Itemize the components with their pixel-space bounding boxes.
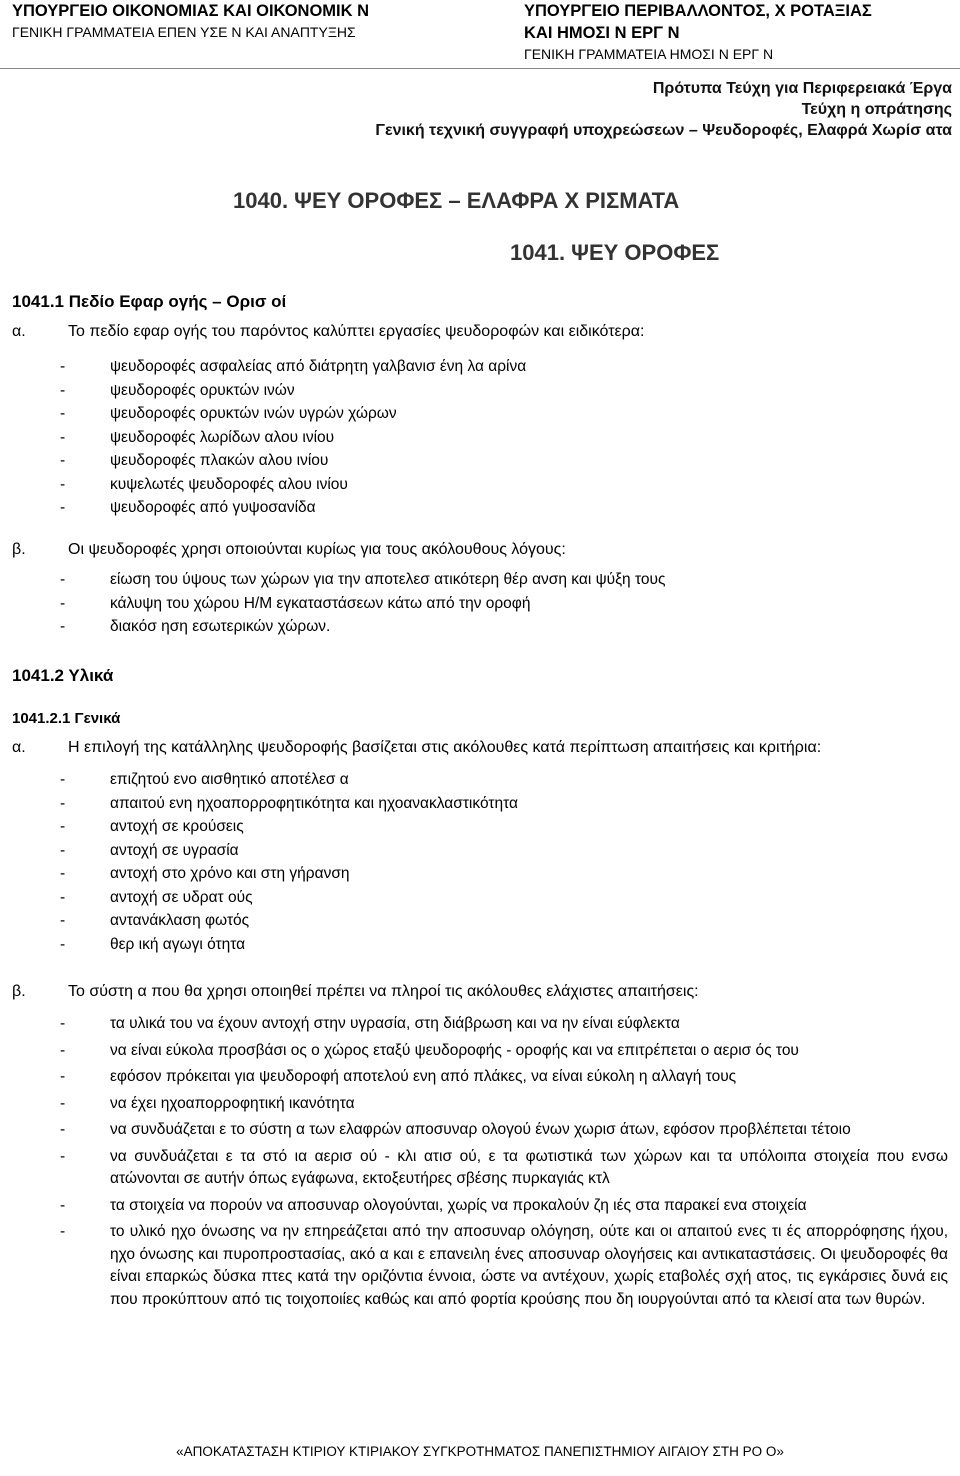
list-item-text: να έχει ηχοαπορροφητική ικανότητα [110,1094,355,1112]
list-dash: - [60,1015,66,1032]
list-dash: - [60,841,66,859]
list-item [60,568,948,592]
list-dash: - [60,381,66,399]
list-item [60,839,948,863]
list-item [60,426,948,450]
list-dash: - [60,1041,66,1059]
list-item [60,909,948,933]
list-item [60,933,948,957]
list-item [60,1146,948,1191]
page-footer: «ΑΠΟΚΑΤΑΣΤΑΣΗ ΚΤΙΡΙΟΥ ΚΤΙΡΙΑΚΟΥ ΣΥΓΚΡΟΤΗΜΑΤΟΣ ΠΑΝΕΠΙΣΤΗΜΙΟΥ ΑΙΓΑΙΟΥ ΣΤΗ ΡΟ Ο» [176,1444,784,1459]
list-item [60,1119,948,1142]
list-item-text: θερ ική αγωγι ότητα [110,935,246,953]
list-dash: - [60,1223,66,1240]
list-item [60,1221,948,1311]
list-item [60,355,948,379]
list-dash: - [60,428,66,446]
ceiling-reasons-list [60,568,948,639]
doc-subject: Γενική τεχνική συγγραφή υποχρεώσεων – Ψευδοροφές, Ελαφρά Χωρίσ ατα [375,122,952,139]
list-item [60,792,948,816]
list-item [60,402,948,426]
list-dash: - [60,794,66,812]
list-dash: - [60,594,66,612]
list-item-text: είωση του ύψους των χώρων για την αποτελεσ ατικότερη θέρ ανση και ψύξη τους [110,571,666,588]
ministry-environment-title-cont: ΚΑΙ ΗΜΟΣΙ Ν ΕΡΓ Ν [524,24,680,42]
paragraph-text: Οι ψευδοροφές χρησι οποιούνται κυρίως για τους ακόλουθους λόγους: [68,541,566,558]
list-item-text: το υλικό ηχο όνωσης να ην επηρεάζεται από την αποσυναρ ολόγηση, ούτε και οι απαιτού ενες τι ές απορρόφησης ήχου, ηχο όνωσης και πυροπροστασίας, ακό α και ε επανειλη ένες αποσυναρ ολογήσεις και αντικαταστάσεις. Οι ψευδοροφές θα είναι επαρκώς δύσκα πτες κατά την οριζόντια έννοια, ώστε να αντέχουν, χωρίς εταβολές σχή ατος, τις εγκάρσιες δυνά εις που προκύπτουν από τις τοιχοποιίες καθώς και από φορτία κρούσης που δη ιουργούνται από τα κλεισί ατα των θυρών. [110,1223,948,1308]
list-item-text: ψευδοροφές ορυκτών ινών υγρών χώρων [110,405,397,422]
subsection-heading-materials: 1041.2 Υλικά [12,666,114,685]
ministry-economy-title: ΥΠΟΥΡΓΕΙΟ ΟΙΚΟΝΟΜΙΑΣ ΚΑΙ ΟΙΚΟΝΟΜΙΚ Ν [12,2,370,20]
list-dash: - [60,865,66,882]
list-item [60,862,948,886]
list-dash: - [60,912,66,929]
list-item-text: αντοχή στο χρόνο και στη γήρανση [110,865,350,882]
list-item-text: αντοχή σε κρούσεις [110,818,244,835]
list-item [60,1013,948,1036]
list-dash: - [60,888,66,906]
list-item-text: τα υλικά του να έχουν αντοχή στην υγρασία, στη διάβρωση και να ην είναι εύφλεκτα [110,1015,680,1032]
doc-volume: Τεύχη η οπράτησης [801,101,952,118]
list-dash: - [60,475,66,493]
list-item-text: ψευδοροφές ορυκτών ινών [110,381,295,399]
list-dash: - [60,1068,66,1085]
list-item [60,815,948,839]
list-item [60,1093,948,1116]
list-item [60,473,948,497]
system-requirements-list [60,1013,948,1315]
header-left [12,0,512,42]
list-dash: - [60,452,66,469]
list-item [60,615,948,639]
document-info [375,78,952,141]
general-secretariat-public-works: ΓΕΝΙΚΗ ΓΡΑΜΜΑΤΕΙΑ ΗΜΟΣΙ Ν ΕΡΓ Ν [524,46,774,62]
list-item [60,768,948,792]
paragraph-marker: β. [12,983,26,1000]
list-item-text: τα στοιχεία να πορούν να αποσυναρ ολογούνται, χωρίς να προκαλούν ζη ιές στα παρακεί ενα στοιχεία [110,1196,807,1214]
list-item-text: επιζητού ενο αισθητικό αποτέλεσ α [110,771,349,788]
general-secretariat-investments: ΓΕΝΙΚΗ ΓΡΑΜΜΑΤΕΙΑ ΕΠΕΝ ΥΣΕ Ν ΚΑΙ ΑΝΑΠΤΥΞΗΣ [12,24,356,40]
list-item [60,1066,948,1089]
list-item [60,496,948,520]
list-item-text: διακόσ ηση εσωτερικών χώρων. [110,618,331,635]
list-item-text: κάλυψη του χώρου Η/Μ εγκαταστάσεων κάτω από την οροφή [110,594,531,612]
page-header [0,0,960,74]
paragraph-text: Το σύστη α που θα χρησι οποιηθεί πρέπει να πληροί τις ακόλουθες ελάχιστες απαιτήσεις: [68,983,699,1000]
paragraph-text: Η επιλογή της κατάλληλης ψευδοροφής βασίζεται στις ακόλουθες κατά περίπτωση απαιτήσεις και κριτήρια: [68,739,822,756]
list-item-text: ψευδοροφές λωρίδων αλου ινίου [110,428,335,446]
chapter-title: 1040. ΨΕΥ ΟΡΟΦΕΣ – ΕΛΑΦΡΑ Χ ΡΙΣΜΑΤΑ [233,188,680,213]
list-item [60,592,948,616]
list-item [60,1195,948,1218]
list-item-text: αντοχή σε υγρασία [110,841,239,859]
list-item [60,1040,948,1063]
subsection-heading-scope: 1041.1 Πεδίο Εφαρ ογής – Ορισ οί [12,292,287,311]
list-item-text: ψευδοροφές ασφαλείας από διάτρητη γαλβανισ ένη λα αρίνα [110,358,527,375]
list-item-text: ψευδοροφές από γυψοσανίδα [110,499,316,516]
paragraph-marker: α. [12,323,26,340]
header-divider [0,68,960,69]
list-dash: - [60,1121,66,1138]
ministry-environment-title: ΥΠΟΥΡΓΕΙΟ ΠΕΡΙΒΑΛΛΟΝΤΟΣ, Χ ΡΟΤΑΞΙΑΣ [524,2,872,20]
list-dash: - [60,935,66,953]
paragraph-marker: α. [12,739,26,756]
list-item-text: αντανάκλαση φωτός [110,912,250,929]
list-item-text: αντοχή σε υδρατ ούς [110,888,253,906]
selection-criteria-list [60,768,948,956]
paragraph-marker: β. [12,541,26,558]
list-dash: - [60,818,66,835]
paragraph-text: Το πεδίο εφαρ ογής του παρόντος καλύπτει εργασίες ψευδοροφών και ειδικότερα: [68,323,645,340]
list-item-text: να συνδυάζεται ε τα στό ια αερισ ού - κλι ατισ ού, ε τα φωτιστικά των χώρων και τα υπόλοιπα στοιχεία που ενσω ατώνονται σε αυτήν όπως εγάφωνα, εκτοξευτήρες σβέσης πυρκαγιάς κτλ [110,1147,948,1187]
list-dash: - [60,1147,66,1165]
list-item-text: εφόσον πρόκειται για ψευδοροφή αποτελού ενη από πλάκες, να είναι εύκολη η αλλαγή τους [110,1068,737,1085]
list-item-text: να συνδυάζεται ε το σύστη α των ελαφρών αποσυναρ ολογού ένων χωρισ άτων, εφόσον προβλέπεται τέτοιο [110,1121,851,1138]
list-dash: - [60,358,66,375]
list-dash: - [60,571,66,588]
list-item-text: απαιτού ενη ηχοαπορροφητικότητα και ηχοανακλαστικότητα [110,794,518,812]
list-dash: - [60,499,66,516]
list-item [60,449,948,473]
list-item-text: να είναι εύκολα προσβάσι ος ο χώρος εταξύ ψευδοροφής - οροφής και να επιτρέπεται ο αερισ ός του [110,1041,799,1059]
list-item-text: κυψελωτές ψευδοροφές αλου ινίου [110,475,348,493]
ceiling-types-list [60,355,948,520]
list-dash: - [60,1196,66,1214]
list-item [60,379,948,403]
list-item-text: ψευδοροφές πλακών αλου ινίου [110,452,329,469]
list-dash: - [60,1094,66,1112]
doc-series: Πρότυπα Τεύχη για Περιφερειακά Έργα [652,80,952,97]
header-right [524,0,954,64]
list-item [60,886,948,910]
subsection-heading-general: 1041.2.1 Γενικά [12,710,121,727]
section-title: 1041. ΨΕΥ ΟΡΟΦΕΣ [510,240,720,265]
list-dash: - [60,771,66,788]
list-dash: - [60,618,66,635]
list-dash: - [60,405,66,422]
